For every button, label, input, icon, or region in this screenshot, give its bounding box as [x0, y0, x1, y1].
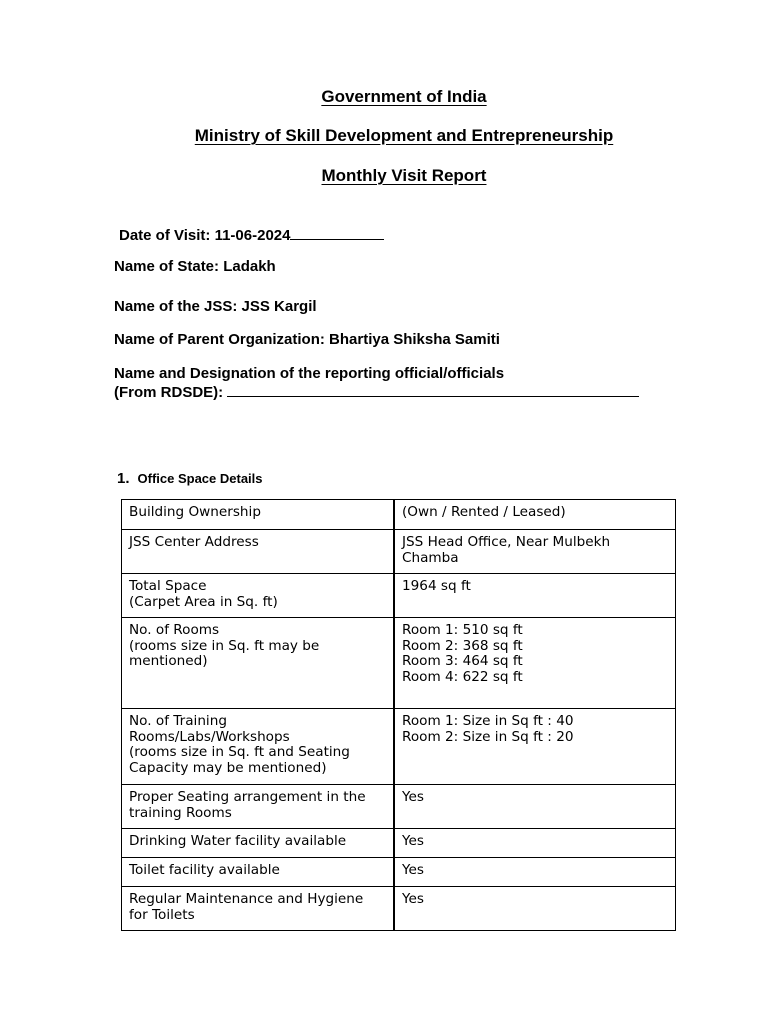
jss-field: Name of the JSS: JSS Kargil — [114, 298, 317, 315]
office-space-table — [121, 499, 676, 931]
row-label: Proper Seating arrangement in the training Rooms — [122, 785, 395, 829]
parent-organization-field: Name of Parent Organization: Bhartiya Shiksha Samiti — [114, 331, 500, 348]
reporting-official-line2 — [114, 382, 639, 401]
row-label: JSS Center Address — [122, 530, 395, 574]
row-label: No. of Training Rooms/Labs/Workshops (rooms size in Sq. ft and Seating Capacity may be mentioned) — [122, 709, 395, 785]
row-label: Drinking Water facility available — [122, 829, 395, 858]
table-row — [122, 785, 676, 829]
row-label: Regular Maintenance and Hygiene for Toilets — [122, 887, 395, 931]
reporting-official-line1: Name and Designation of the reporting official/officials — [114, 365, 505, 382]
row-label: Building Ownership — [122, 500, 395, 530]
government-title: Government of India — [321, 87, 487, 106]
row-value: 1964 sq ft — [394, 574, 676, 618]
table-row — [122, 829, 676, 858]
row-value: Room 1: 510 sq ft Room 2: 368 sq ft Room 3: 464 sq ft Room 4: 622 sq ft — [394, 618, 676, 709]
section-heading — [117, 470, 263, 488]
table-row — [122, 887, 676, 931]
table-row — [122, 574, 676, 618]
row-value: Yes — [394, 887, 676, 931]
row-value: Yes — [394, 785, 676, 829]
row-value: (Own / Rented / Leased) — [394, 500, 676, 530]
date-blank-line — [290, 225, 384, 240]
section-number: 1. — [117, 470, 130, 487]
date-of-visit-field — [119, 225, 384, 244]
row-label: Total Space (Carpet Area in Sq. ft) — [122, 574, 395, 618]
table-row — [122, 858, 676, 887]
row-label: Toilet facility available — [122, 858, 395, 887]
row-label: No. of Rooms (rooms size in Sq. ft may be mentioned) — [122, 618, 395, 709]
section-title: Office Space Details — [137, 471, 263, 486]
reporting-blank-line — [227, 382, 639, 397]
reporting-official-text: (From RDSDE): — [114, 384, 224, 401]
row-value: Yes — [394, 858, 676, 887]
table-row — [122, 618, 676, 709]
table-row — [122, 530, 676, 574]
table-row — [122, 500, 676, 530]
ministry-title: Ministry of Skill Development and Entrepreneurship — [194, 126, 614, 145]
row-value: JSS Head Office, Near Mulbekh Chamba — [394, 530, 676, 574]
report-title: Monthly Visit Report — [321, 166, 487, 185]
row-value: Room 1: Size in Sq ft : 40 Room 2: Size in Sq ft : 20 — [394, 709, 676, 785]
row-value: Yes — [394, 829, 676, 858]
table-row — [122, 709, 676, 785]
date-of-visit-text: Date of Visit: 11-06-2024 — [119, 227, 291, 244]
state-field: Name of State: Ladakh — [114, 258, 276, 275]
